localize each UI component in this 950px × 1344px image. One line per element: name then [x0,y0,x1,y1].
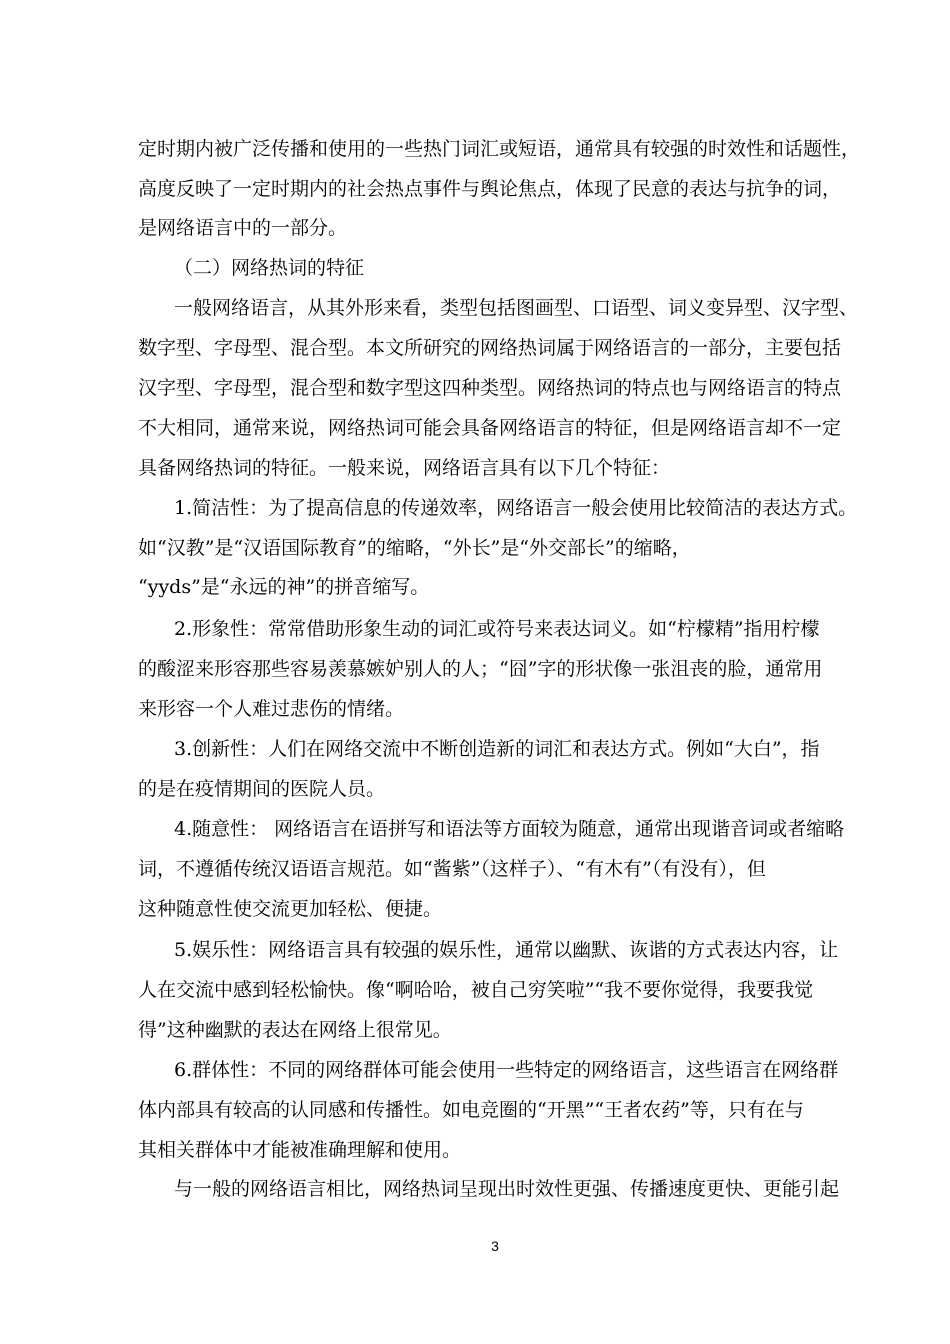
list-item-line: 的是在疫情期间的医院人员。 [138,778,386,800]
paragraph-line: 定时期内被广泛传播和使用的一些热门词汇或短语，通常具有较强的时效性和话题性， [138,138,861,160]
paragraph-line: 汉字型、字母型，混合型和数字型这四种类型。网络热词的特点也与网络语言的特点 [138,377,842,399]
list-item-line: 4.随意性： 网络语言在语拼写和语法等方面较为随意，通常出现谐音词或者缩略 [174,818,845,840]
section-heading: （二）网络热词的特征 [174,257,365,279]
paragraph-line: 具备网络热词的特征。一般来说，网络语言具有以下几个特征： [138,457,671,479]
list-item-line: 1.简洁性：为了提高信息的传递效率，网络语言一般会使用比较简洁的表达方式。 [174,497,858,519]
list-item-line: 6.群体性：不同的网络群体可能会使用一些特定的网络语言，这些语言在网络群 [174,1059,839,1081]
list-item-line: 3.创新性：人们在网络交流中不断创造新的词汇和表达方式。例如“大白”，指 [174,738,820,760]
list-item-line: 2.形象性：常常借助形象生动的词汇或符号来表达词义。如“柠檬精”指用柠檬 [174,618,820,640]
list-item-line: 词，不遵循传统汉语语言规范。如“酱紫”（这样子）、“有木有”（有没有），但 [138,858,766,880]
list-item-line: 的酸涩来形容那些容易羡慕嫉妒别人的人；“囧”字的形状像一张沮丧的脸，通常用 [138,658,823,680]
list-item-line: 体内部具有较高的认同感和传播性。如电竞圈的“开黑”“王者农药”等，只有在与 [138,1099,804,1121]
list-item-line: 得”这种幽默的表达在网络上很常见。 [138,1019,452,1041]
paragraph-line: 是网络语言中的一部分。 [138,217,348,239]
list-item-line: 如“汉教”是“汉语国际教育”的缩略，“外长”是“外交部长”的缩略， [138,537,691,559]
list-item-line: “yyds”是“永远的神”的拼音缩写。 [138,576,430,598]
list-item-line: 人在交流中感到轻松愉快。像“啊哈哈，被自己穷笑啦”“我不要你觉得，我要我觉 [138,979,814,1001]
page-number: 3 [491,1238,499,1254]
list-item-line: 5.娱乐性：网络语言具有较强的娱乐性，通常以幽默、诙谐的方式表达内容，让 [174,939,839,961]
list-item-line: 来形容一个人难过悲伤的情绪。 [138,698,405,720]
paragraph-line: 数字型、字母型、混合型。本文所研究的网络热词属于网络语言的一部分，主要包括 [138,337,842,359]
paragraph-line: 与一般的网络语言相比，网络热词呈现出时效性更强、传播速度更快、更能引起 [174,1178,840,1200]
paragraph-line: 高度反映了一定时期内的社会热点事件与舆论焦点，体现了民意的表达与抗争的词， [138,178,842,200]
list-item-line: 这种随意性使交流更加轻松、便捷。 [138,898,443,920]
paragraph-line: 不大相同，通常来说，网络热词可能会具备网络语言的特征，但是网络语言却不一定 [138,417,842,439]
paragraph-line: 一般网络语言，从其外形来看，类型包括图画型、口语型、词义变异型、汉字型、 [174,297,859,319]
list-item-line: 其相关群体中才能被准确理解和使用。 [138,1139,462,1161]
